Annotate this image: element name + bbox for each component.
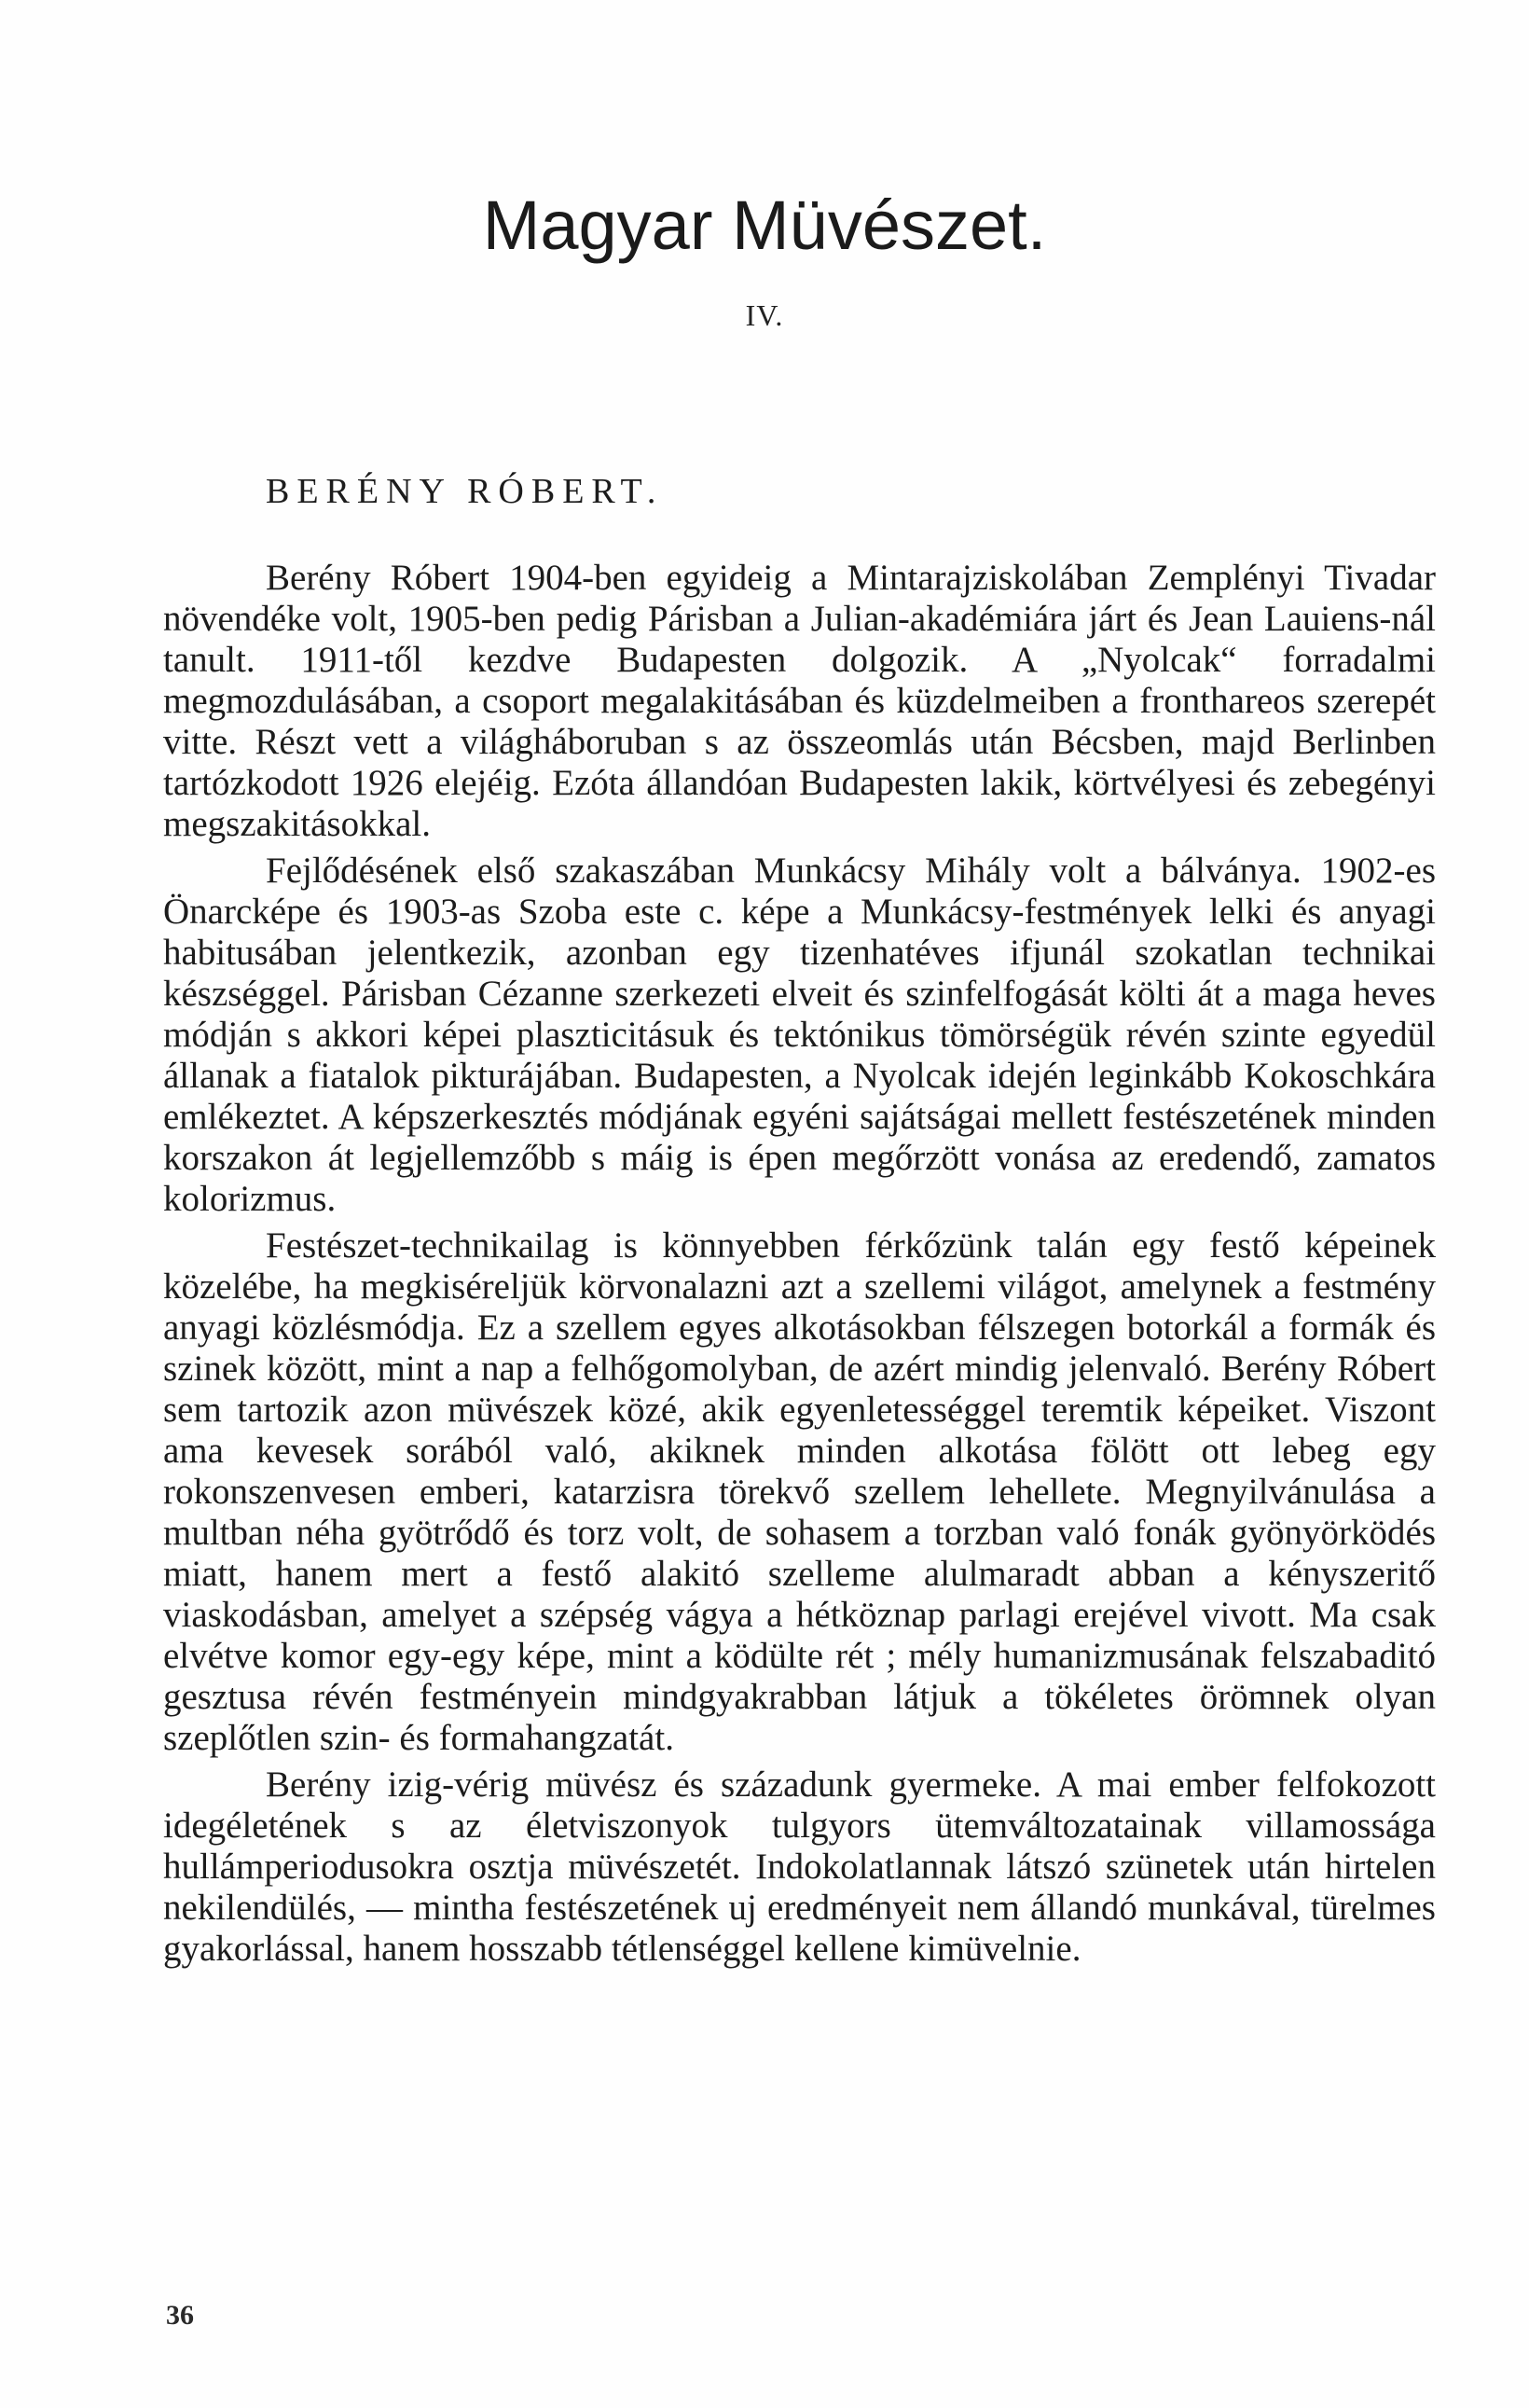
paragraph-3 (163, 1225, 1436, 1759)
page-number: 36 (166, 2300, 194, 2331)
paragraph-2-text: Fejlődésének első szakaszában Munkácsy Mihály volt a bálványa. 1902-es Önarcképe és 1903-as Szoba este c. képe a Munkácsy-festmények lelki és anyagi habitusában jelentkezik, azonban egy tizenhatéves ifjunál szokatlan technikai készséggel. Párisban Cézanne szerkezeti elveit és szinfelfogását költi át a maga heves módján s akkori képei plaszticitásuk és tektónikus tömörségük révén szinte egyedül állanak a fiatalok pikturájában. Budapesten, a Nyolcak idején leginkább Kokoschkára emlékeztet. A képszerkesztés módjának egyéni sajátságai mellett festészetének minden korszakon át legjellemzőbb s máig is épen megőrzött vonása az eredendő, zamatos kolorizmus. (163, 851, 1436, 1219)
section-heading-author: BERÉNY RÓBERT. (266, 472, 664, 511)
page-title: Magyar Müvészet. (482, 187, 1047, 264)
paragraph-1-text: Berény Róbert 1904-ben egyideig a Mintarajziskolában Zemplényi Tivadar növendéke volt, 1905-ben pedig Párisban a Julian-akadémiára járt és Jean Lauiens-nál tanult. 1911-től kezdve Budapesten dolgozik. A „Nyolcak“ forradalmi megmozdulásában, a csoport megalakitásában és küzdelmeiben a fronthareos szerepét vitte. Részt vett a világháboruban s az összeomlás után Bécsben, majd Berlinben tartózkodott 1926 elejéig. Ezóta állandóan Budapesten lakik, körtvélyesi és zebegényi megszakitásokkal. (163, 558, 1436, 844)
paragraph-4 (163, 1764, 1436, 1970)
paragraph-3-text: Festészet-technikailag is könnyebben férkőzünk talán egy festő képeinek közelébe, ha megkiséreljük körvonalazni azt a szellemi világot, amelynek a festmény anyagi közlésmódja. Ez a szellem egyes alkotásokban félszegen botorkál a formák és szinek között, mint a nap a felhőgomolyban, de azért mindig jelenvaló. Berény Róbert sem tartozik azon müvészek közé, akik egyenletességgel teremtik képeiket. Viszont ama kevesek sorából való, akiknek minden alkotása fölött ott lebeg egy rokonszenvesen emberi, katarzisra törekvő szellem lehellete. Megnyilvánulása a multban néha gyötrődő és torz volt, de sohasem a torzban való fonák gyönyörködés miatt, hanem mert a festő alakitó szelleme alulmaradt abban a kényszeritő viaskodásban, amelyet a szépség vágya a hétköznap parlagi erejével vivott. Ma csak elvétve komor egy-egy képe, mint a ködülte rét ; mély humanizmusának felszabaditó gesztusa révén festményein mindgyakrabban látjuk a tökéletes örömnek olyan szeplőtlen szin- és formahangzatát. (163, 1225, 1436, 1758)
chapter-numeral: IV. (745, 298, 784, 332)
paragraph-1 (163, 558, 1436, 845)
paragraph-4-text: Berény izig-vérig müvész és századunk gyermeke. A mai ember felfokozott idegéletének s az életviszonyok tulgyors ütemváltozatainak villamossága hullámperiodusokra osztja müvészetét. Indokolatlannak látszó szünetek után hirtelen nekilendülés, — mintha festészetének uj eredményeit nem állandó munkával, türelmes gyakorlással, hanem hosszabb tétlenséggel kellene kimüvelnie. (163, 1764, 1436, 1969)
article-body (163, 558, 1436, 1970)
paragraph-2 (163, 851, 1436, 1220)
